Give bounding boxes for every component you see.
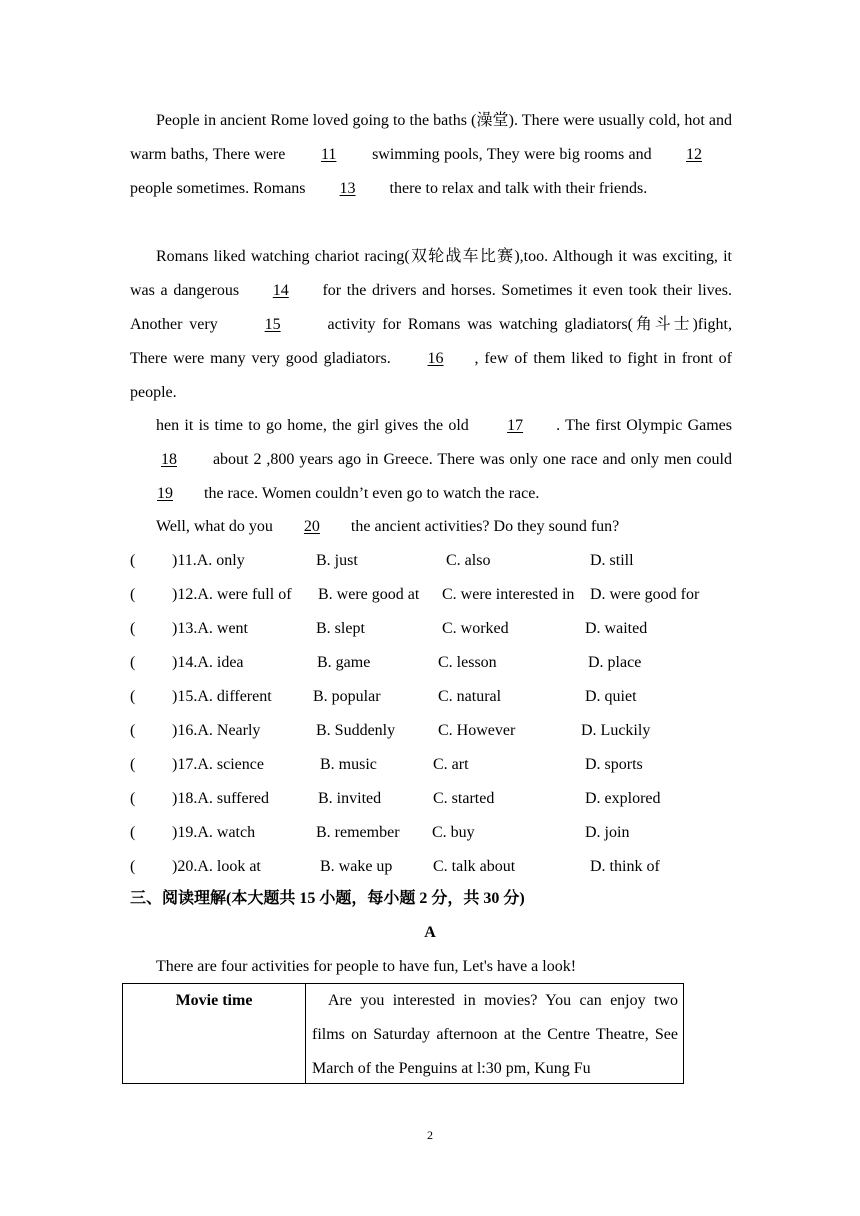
blank-16[interactable]: 16 xyxy=(427,350,444,367)
option-b[interactable]: B. wake up xyxy=(320,858,393,875)
option-a[interactable]: )16.A. Nearly xyxy=(172,722,261,739)
text: Romans liked watching chariot racing(双轮战车比赛),too. Although it was exciting, it was a dangerous xyxy=(130,248,732,299)
text: the ancient activities? Do they sound fun? xyxy=(346,518,620,535)
option-d[interactable]: D. Luckily xyxy=(581,722,651,739)
answer-bracket[interactable]: ( xyxy=(130,654,136,671)
text: Well, what do you xyxy=(156,518,277,535)
option-c[interactable]: C. lesson xyxy=(438,654,497,671)
option-c[interactable]: C. also xyxy=(446,552,491,569)
question-17 xyxy=(130,748,750,782)
option-c[interactable]: C. started xyxy=(433,790,495,807)
question-11 xyxy=(130,544,750,578)
text: , few of them liked to fight in front of people. xyxy=(130,350,732,401)
option-c[interactable]: C. were interested in xyxy=(442,586,575,603)
option-a[interactable]: )15.A. different xyxy=(172,688,272,705)
option-b[interactable]: B. Suddenly xyxy=(316,722,396,739)
answer-bracket[interactable]: ( xyxy=(130,858,136,875)
blank-20[interactable]: 20 xyxy=(303,518,320,535)
section-heading: 三、阅读理解(本大题共 15 小题，每小题 2 分，共 30 分) xyxy=(130,890,525,907)
text: . The first Olympic Games xyxy=(556,417,733,434)
blank-13[interactable]: 13 xyxy=(339,180,356,197)
option-a[interactable]: )12.A. were full of xyxy=(172,586,292,603)
option-a[interactable]: )18.A. suffered xyxy=(172,790,270,807)
table-cell-description: Are you interested in movies? You can enjoy two films on Saturday afternoon at the Centre Theatre, See March of the Penguins at l:30 pm, Kung Fu xyxy=(312,992,678,1077)
text: there to relax and talk with their friends. xyxy=(385,180,648,197)
table-cell-activity: Movie time xyxy=(123,984,306,1083)
text: hen it is time to go home, the girl gives the old xyxy=(156,417,475,434)
blank-18[interactable]: 18 xyxy=(161,451,177,468)
text: about 2 ,800 years ago in Greece. There was only one race and only men could xyxy=(208,451,732,468)
paragraph-4 xyxy=(130,510,732,544)
option-d[interactable]: D. still xyxy=(590,552,634,569)
option-b[interactable]: B. popular xyxy=(313,688,381,705)
option-a[interactable]: )13.A. went xyxy=(172,620,248,637)
option-c[interactable]: C. buy xyxy=(432,824,475,841)
option-d[interactable]: D. join xyxy=(585,824,630,841)
blank-14[interactable]: 14 xyxy=(272,282,289,299)
paragraph-2 xyxy=(130,240,732,410)
question-12 xyxy=(130,578,750,612)
option-d[interactable]: D. were good for xyxy=(590,586,700,603)
question-15 xyxy=(130,680,750,714)
option-a[interactable]: )14.A. idea xyxy=(172,654,244,671)
answer-bracket[interactable]: ( xyxy=(130,552,136,569)
text: for the drivers and horses. Sometimes it even took their lives. Another very xyxy=(130,282,732,333)
option-b[interactable]: B. game xyxy=(317,654,371,671)
option-a[interactable]: )11.A. only xyxy=(172,552,245,569)
option-b[interactable]: B. just xyxy=(316,552,358,569)
blank-12[interactable]: 12 xyxy=(686,146,702,163)
option-d[interactable]: D. explored xyxy=(585,790,661,807)
question-13 xyxy=(130,612,750,646)
option-b[interactable]: B. were good at xyxy=(318,586,420,603)
option-d[interactable]: D. sports xyxy=(585,756,643,773)
blank-17[interactable]: 17 xyxy=(507,417,524,434)
option-a[interactable]: )19.A. watch xyxy=(172,824,256,841)
question-19 xyxy=(130,816,750,850)
option-a[interactable]: )20.A. look at xyxy=(172,858,261,875)
option-b[interactable]: B. invited xyxy=(318,790,382,807)
option-b[interactable]: B. remember xyxy=(316,824,400,841)
answer-bracket[interactable]: ( xyxy=(130,722,136,739)
question-14 xyxy=(130,646,750,680)
option-b[interactable]: B. slept xyxy=(316,620,365,637)
answer-bracket[interactable]: ( xyxy=(130,586,136,603)
blank-19[interactable]: 19 xyxy=(157,485,173,502)
option-b[interactable]: B. music xyxy=(320,756,377,773)
blank-11[interactable]: 11 xyxy=(321,146,337,163)
option-c[interactable]: C. natural xyxy=(438,688,502,705)
answer-bracket[interactable]: ( xyxy=(130,688,136,705)
text: the race. Women couldn’t even go to watch the race. xyxy=(200,485,540,502)
answer-bracket[interactable]: ( xyxy=(130,620,136,637)
option-d[interactable]: D. think of xyxy=(590,858,660,875)
option-d[interactable]: D. place xyxy=(588,654,642,671)
text: swimming pools, They were big rooms and xyxy=(367,146,656,163)
option-c[interactable]: C. talk about xyxy=(433,858,516,875)
page-number: 2 xyxy=(427,1128,433,1142)
passage-label: A xyxy=(424,924,436,941)
reading-intro: There are four activities for people to have fun, Let's have a look! xyxy=(156,958,577,975)
blank-15[interactable]: 15 xyxy=(264,316,281,333)
text: activity for Romans was watching gladiators(角斗士)fight, There were many very good gladiators. xyxy=(130,316,733,367)
text: People in ancient Rome loved going to the baths (澡堂). There were usually cold, hot and warm baths, There were xyxy=(130,112,732,163)
option-c[interactable]: C. worked xyxy=(442,620,509,637)
option-a[interactable]: )17.A. science xyxy=(172,756,264,773)
text: people sometimes. Romans xyxy=(130,180,310,197)
question-20 xyxy=(130,850,750,884)
question-18 xyxy=(130,782,750,816)
option-d[interactable]: D. waited xyxy=(585,620,648,637)
answer-bracket[interactable]: ( xyxy=(130,756,136,773)
option-c[interactable]: C. However xyxy=(438,722,516,739)
activities-table xyxy=(122,983,684,1084)
option-c[interactable]: C. art xyxy=(433,756,469,773)
answer-bracket[interactable]: ( xyxy=(130,790,136,807)
answer-bracket[interactable]: ( xyxy=(130,824,136,841)
paragraph-3 xyxy=(130,409,732,511)
option-d[interactable]: D. quiet xyxy=(585,688,637,705)
paragraph-1 xyxy=(130,104,732,206)
question-16 xyxy=(130,714,750,748)
